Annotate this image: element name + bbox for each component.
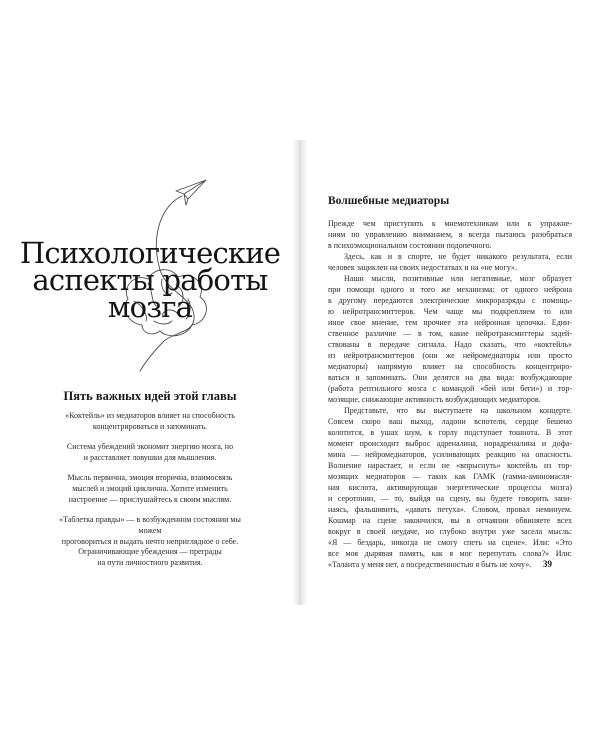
- body-line: ниям по управлению вниманием, я всегда пытаюсь разобраться: [328, 230, 572, 239]
- body-line: (работа рептильного мозга с командой «бей или беги») и тор-: [328, 384, 572, 393]
- key-idea-4: [52, 514, 248, 547]
- body-line: ствованы в передаче сигнала. Надо сказать, что «коктейль»: [328, 340, 572, 349]
- ideas-heading: Пять важных идей этой главы: [63, 389, 237, 403]
- idea-line: Система убеждений экономит энергию мозга, но: [66, 442, 234, 451]
- key-idea-5: [52, 546, 248, 568]
- body-line: ю нейротрансмиттеров. Чем чаще мы подкрепляем то или: [328, 307, 572, 316]
- body-line: ваться и запоминать. Они делятся на два вида: возбуждающие: [328, 373, 572, 382]
- idea-line: «Коктейль» из медиаторов влияет на способность: [65, 411, 235, 420]
- idea-line: проговориться и выдать нечто неприглядное о себе.: [61, 537, 239, 546]
- body-line: Представьте, что вы выступаете на школьном концерте.: [344, 406, 572, 415]
- chapter-title-line: Психологические: [19, 236, 281, 270]
- body-line: Кошмар на сцене закончился, вы в отчаянии обвиняете всех: [328, 516, 572, 525]
- body-line: Здесь, как и в спорте, не будет никакого результата, если: [344, 252, 572, 261]
- left-page: [2, 140, 298, 605]
- body-line: Наши мысли, позитивные или негативные, мозг образует: [344, 274, 572, 283]
- key-idea-1: [52, 410, 248, 432]
- page-number: 39: [543, 559, 552, 569]
- body-line: из нейротрансмиттеров (они же нейромедиаторы или просто: [328, 351, 572, 360]
- section-heading: Волшебные медиаторы: [328, 195, 450, 207]
- body-line: все моя дырявая память, как я мог перепутать слова?» Или:: [328, 549, 572, 558]
- idea-line: Ограничивающие убеждения — преграды: [78, 547, 222, 556]
- body-line: «Таланта у меня нет, а посредственностью я быть не хочу».: [328, 560, 532, 569]
- body-line: момент происходит выброс адреналина, норадреналина и дофа-: [328, 439, 572, 448]
- chapter-title-line: аспекты работы: [32, 263, 268, 297]
- body-line: ная кислота, активирующая энергетические процессы мозга): [328, 483, 572, 492]
- body-line: и серотонин, — то, выйдя на сцену, вы будете говорить запи-: [328, 494, 572, 503]
- idea-line: Мысль первична, эмоция вторична, взаимосвязь: [67, 473, 233, 482]
- body-line: при помощи одного и того же механизма: от одного нейрона: [328, 285, 572, 294]
- body-line: ственное различие — в том, какие нейротрансмиттеры задей-: [328, 329, 572, 338]
- right-page: [302, 140, 598, 605]
- idea-line: концентрироваться и запоминать.: [92, 422, 208, 431]
- body-line: колотится, в ушах шум, к горлу подступает тошнота. В этот: [328, 428, 572, 437]
- body-line: Совсем скоро ваш выход, ладони вспотели, сердце бешено: [328, 417, 572, 426]
- body-line: в психоэмоциональном состоянии подопечного.: [328, 241, 492, 250]
- chapter-title-line: мозга: [107, 290, 193, 324]
- idea-line: и расставляет ловушки для мышления.: [83, 453, 217, 462]
- body-line: мозящих медиаторов — таких как ГАМК (гамма-аминомасля-: [328, 472, 572, 481]
- paper-plane-icon: [176, 180, 206, 205]
- body-line: мозящие, снижающие активность возбуждающих медиаторов.: [328, 395, 541, 404]
- body-line: «Я — бездарь, никогда не смогу спеть на сцене». Или: «Это: [328, 538, 572, 547]
- body-line: вокруг в своей неудаче, но глубоко внутри уже засела мысль:: [328, 527, 572, 536]
- idea-line: на пути личностного развития.: [97, 558, 203, 567]
- body-line: наясь, фальшивить, «давать петуха». Словом, провал неминуем.: [328, 505, 572, 514]
- body-line: Прежде чем приступить к мнемотехникам или к упражне-: [328, 219, 572, 228]
- body-line: медиаторы) напрямую влияет на способность концентриро-: [328, 362, 572, 371]
- body-line: мина — нейромедиаторов, усиливающих реакцию на опасность.: [328, 450, 572, 459]
- body-text: [328, 218, 572, 570]
- book-spine: [292, 140, 308, 605]
- chapter-title: [12, 236, 288, 324]
- body-line: человек зациклен на своих недостатках и на «не могу».: [328, 263, 517, 272]
- body-line: Волнение нарастает, и если не «впрыснуть» коктейль из тор-: [328, 461, 572, 470]
- key-idea-2: [52, 441, 248, 463]
- idea-line: настроение — прислушайтесь к своим мыслям.: [68, 495, 232, 504]
- key-idea-3: [52, 472, 248, 505]
- body-line: к другому передаются электрические микроразряды с помощь-: [328, 296, 572, 305]
- idea-line: мыслей и эмоций циклична. Хотите изменить: [72, 484, 228, 493]
- idea-line: «Таблетка правды» — в возбужденном состоянии мы можем: [59, 515, 241, 535]
- body-line: иное свое мнение, тем прочнее эта нейронная цепочка. Един-: [328, 318, 572, 327]
